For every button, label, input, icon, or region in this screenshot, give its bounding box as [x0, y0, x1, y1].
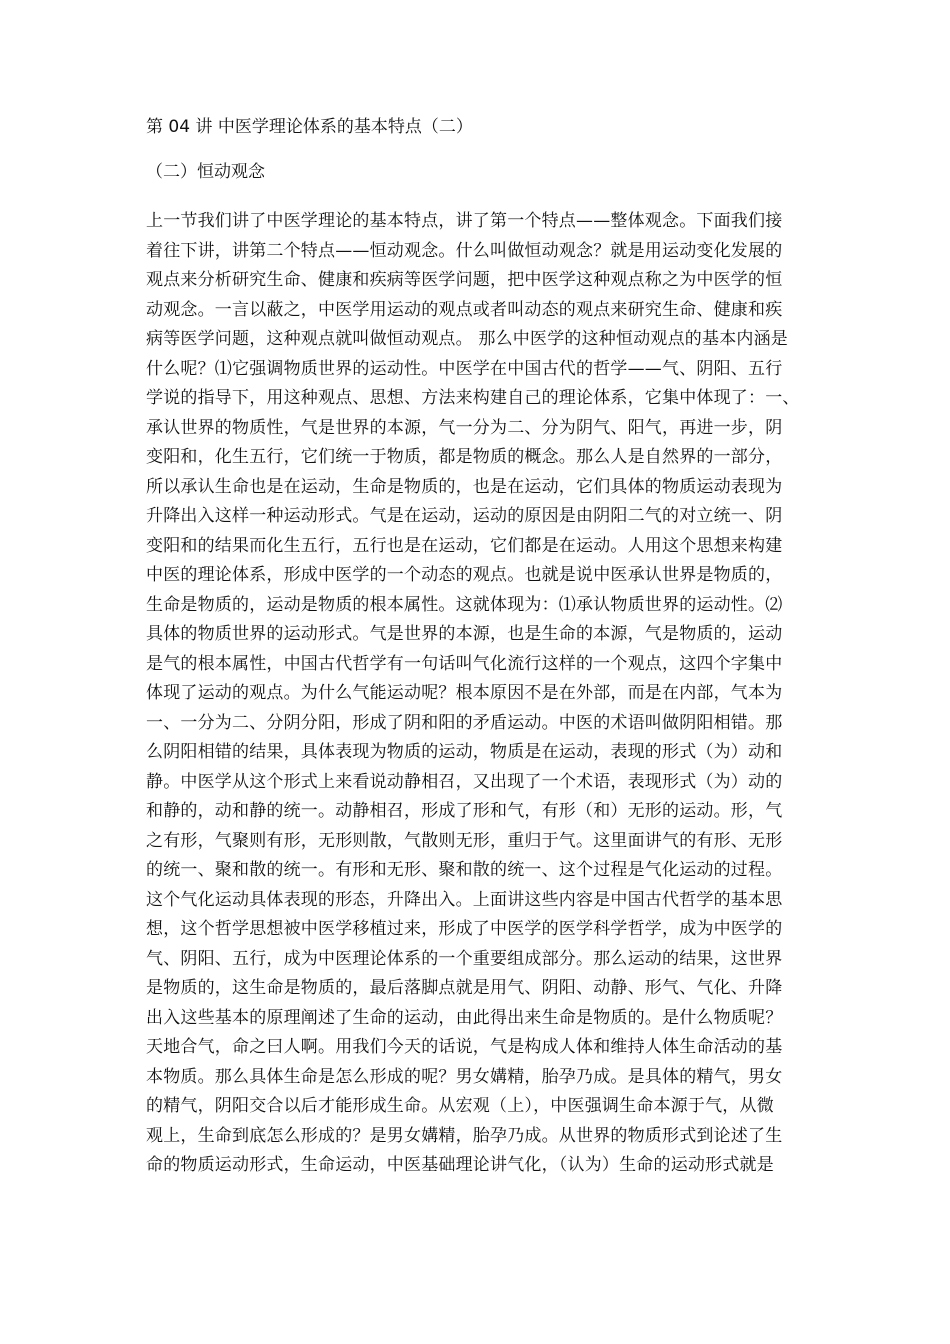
text-line: 观上，生命到底怎么形成的？是男女媾精，胎孕乃成。从世界的物质形式到论述了生 — [146, 1125, 783, 1146]
text-line: 气、阴阳、五行，成为中医理论体系的一个重要组成部分。那么运动的结果，这世界 — [146, 948, 783, 969]
text-line: 病等医学问题，这种观点就叫做恒动观点。 那么中医学的这种恒动观点的基本内涵是 — [146, 329, 789, 349]
text-line: 么阴阳相错的结果，具体表现为物质的运动，物质是在运动，表现的形式（为）动和 — [146, 742, 783, 762]
text-line: 中医的理论体系，形成中医学的一个动态的观点。也就是说中医承认世界是物质的， — [146, 565, 783, 585]
text-line: 之有形，气聚则有形，无形则散，气散则无形，重归于气。这里面讲气的有形、无形 — [146, 830, 783, 851]
text-line: 是气的根本属性，中国古代哲学有一句话叫气化流行这样的一个观点，这四个字集中 — [146, 653, 783, 674]
text-line: 动观念。一言以蔽之，中医学用运动的观点或者叫动态的观点来研究生命、健康和疾 — [146, 299, 783, 320]
text-line: 所以承认生命也是在运动，生命是物质的，也是在运动，它们具体的物质运动表现为 — [146, 476, 783, 497]
text-line: 变阳和，化生五行，它们统一于物质，都是物质的概念。那么人是自然界的一部分， — [146, 447, 783, 467]
text-line: 本物质。那么具体生命是怎么形成的呢？男女媾精，胎孕乃成。是具体的精气，男女 — [146, 1066, 783, 1087]
text-line: 的精气，阴阳交合以后才能形成生命。从宏观（上），中医强调生命本源于气，从微 — [146, 1096, 774, 1116]
text-line: 出入这些基本的原理阐述了生命的运动，由此得出来生命是物质的。是什么物质呢？ — [146, 1007, 783, 1028]
text-line: 天地合气，命之曰人啊。用我们今天的话说，气是构成人体和维持人体生命活动的基 — [146, 1037, 783, 1057]
text-line: 变阳和的结果而化生五行，五行也是在运动，它们都是在运动。人用这个思想来构建 — [146, 535, 783, 556]
text-line: 具体的物质世界的运动形式。气是世界的本源，也是生命的本源，气是物质的，运动 — [146, 624, 783, 644]
text-line: 生命是物质的，运动是物质的根本属性。这就体现为：⑴承认物质世界的运动性。⑵ — [146, 594, 783, 615]
text-line: 想，这个哲学思想被中医学移植过来，形成了中医学的医学科学哲学，成为中医学的 — [146, 919, 783, 939]
text-line: 命的物质运动形式，生命运动，中医基础理论讲气化，（认为）生命的运动形式就是 — [146, 1155, 774, 1175]
text-line: 学说的指导下，用这种观点、思想、方法来构建自己的理论体系，它集中体现了：一、 — [146, 388, 800, 408]
text-line: 上一节我们讲了中医学理论的基本特点，讲了第一个特点——整体观念。下面我们接 — [146, 211, 783, 231]
section-heading: （二）恒动观念 — [146, 162, 265, 182]
text-line: 承认世界的物质性，气是世界的本源，气一分为二、分为阴气、阳气，再进一步，阴 — [146, 417, 783, 438]
text-line: 和静的，动和静的统一。动静相召，形成了形和气，有形（和）无形的运动。形，气 — [146, 801, 783, 821]
text-line: 是物质的，这生命是物质的，最后落脚点就是用气、阴阳、动静、形气、气化、升降 — [146, 978, 783, 998]
text-line: 升降出入这样一种运动形式。气是在运动，运动的原因是由阴阳二气的对立统一、阴 — [146, 506, 783, 526]
text-line: 静。中医学从这个形式上来看说动静相召，又出现了一个术语，表现形式（为）动的 — [146, 771, 783, 792]
text-line: 体现了运动的观点。为什么气能运动呢？根本原因不是在外部，而是在内部，气本为 — [146, 683, 783, 703]
text-line: 着往下讲，讲第二个特点——恒动观念。什么叫做恒动观念？就是用运动变化发展的 — [146, 240, 783, 261]
text-line: 的统一、聚和散的统一。有形和无形、聚和散的统一、这个过程是气化运动的过程。 — [146, 860, 783, 880]
lecture-title: 第 04 讲 中医学理论体系的基本特点（二） — [146, 117, 473, 137]
text-line: 什么呢？⑴它强调物质世界的运动性。中医学在中国古代的哲学——气、阴阳、五行 — [146, 358, 783, 379]
text-line: 观点来分析研究生命、健康和疾病等医学问题，把中医学这种观点称之为中医学的恒 — [146, 270, 783, 290]
text-line: 这个气化运动具体表现的形态，升降出入。上面讲这些内容是中国古代哲学的基本思 — [146, 889, 783, 910]
text-line: 一、一分为二、分阴分阳，形成了阴和阳的矛盾运动。中医的术语叫做阴阳相错。那 — [146, 712, 783, 733]
body-text — [146, 207, 826, 1181]
